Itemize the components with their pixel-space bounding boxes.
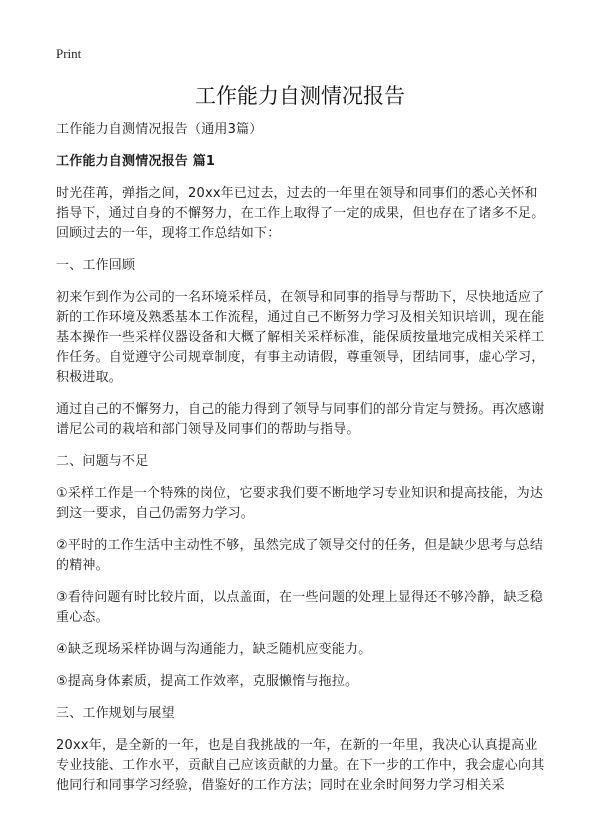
paragraph-thanks: 通过自己的不懈努力，自己的能力得到了领导与同事们的部分肯定与赞扬。再次感谢谱尼公司的栽培和部门领导及同事们的帮助与指导。 [56,402,545,437]
document-body [56,120,550,808]
problem-item-2: ②平时的工作生活中主动性不够，虽然完成了领导交付的任务，但是缺少思考与总结的精神。 [56,538,544,573]
paragraph-work-review: 初来乍到作为公司的一名环境采样员，在领导和同事的指导与帮助下，尽快地适应了新的工作环境及熟悉基本工作流程，通过自己不断努力学习及相关知识培训，现在能基本操作一些采样仪器设备和大概了解相关采样标准，能保质按量地完成相关采样工作任务。自觉遵守公司规章制度，有事主动请假，尊重领导，团结同事，虚心学习，积极进取。 [56,290,545,385]
heading-work-review: 一、工作回顾 [56,258,136,273]
problem-item-4: ④缺乏现场采样协调与沟通能力，缺乏随机应变能力。 [56,642,372,657]
heading-plan: 三、工作规划与展望 [56,706,175,721]
document-title: 工作能力自测情况报告 [195,84,405,108]
print-link[interactable]: Print [56,46,82,61]
paragraph-plan: 20xx年，是全新的一年，也是自我挑战的一年，在新的一年里，我决心认真提高业专业技能、工作水平，贡献自己应该贡献的力量。在下一步的工作中，我会虚心向其他同行和同事学习经验，借鉴好的工作方法；同时在业余时间努力学习相关采 [56,738,545,793]
document-subtitle: 工作能力自测情况报告（通用3篇） [56,122,263,137]
problem-item-5: ⑤提高身体素质，提高工作效率，克服懒惰与拖拉。 [56,674,359,689]
heading-problems: 二、问题与不足 [56,454,149,469]
section-heading: 工作能力自测情况报告 篇1 [56,154,216,169]
problem-item-3: ③看待问题有时比较片面，以点盖面，在一些问题的处理上显得还不够冷静，缺乏稳重心态。 [56,590,544,625]
problem-item-1: ①采样工作是一个特殊的岗位，它要求我们要不断地学习专业知识和提高技能，为达到这一要求，自己仍需努力学习。 [56,486,544,521]
paragraph-intro: 时光荏苒，弹指之间，20xx年已过去，过去的一年里在领导和同事们的悉心关怀和指导下，通过自身的不懈努力，在工作上取得了一定的成果，但也存在了诸多不足。回顾过去的一年，现将工作总结如下： [56,186,545,241]
